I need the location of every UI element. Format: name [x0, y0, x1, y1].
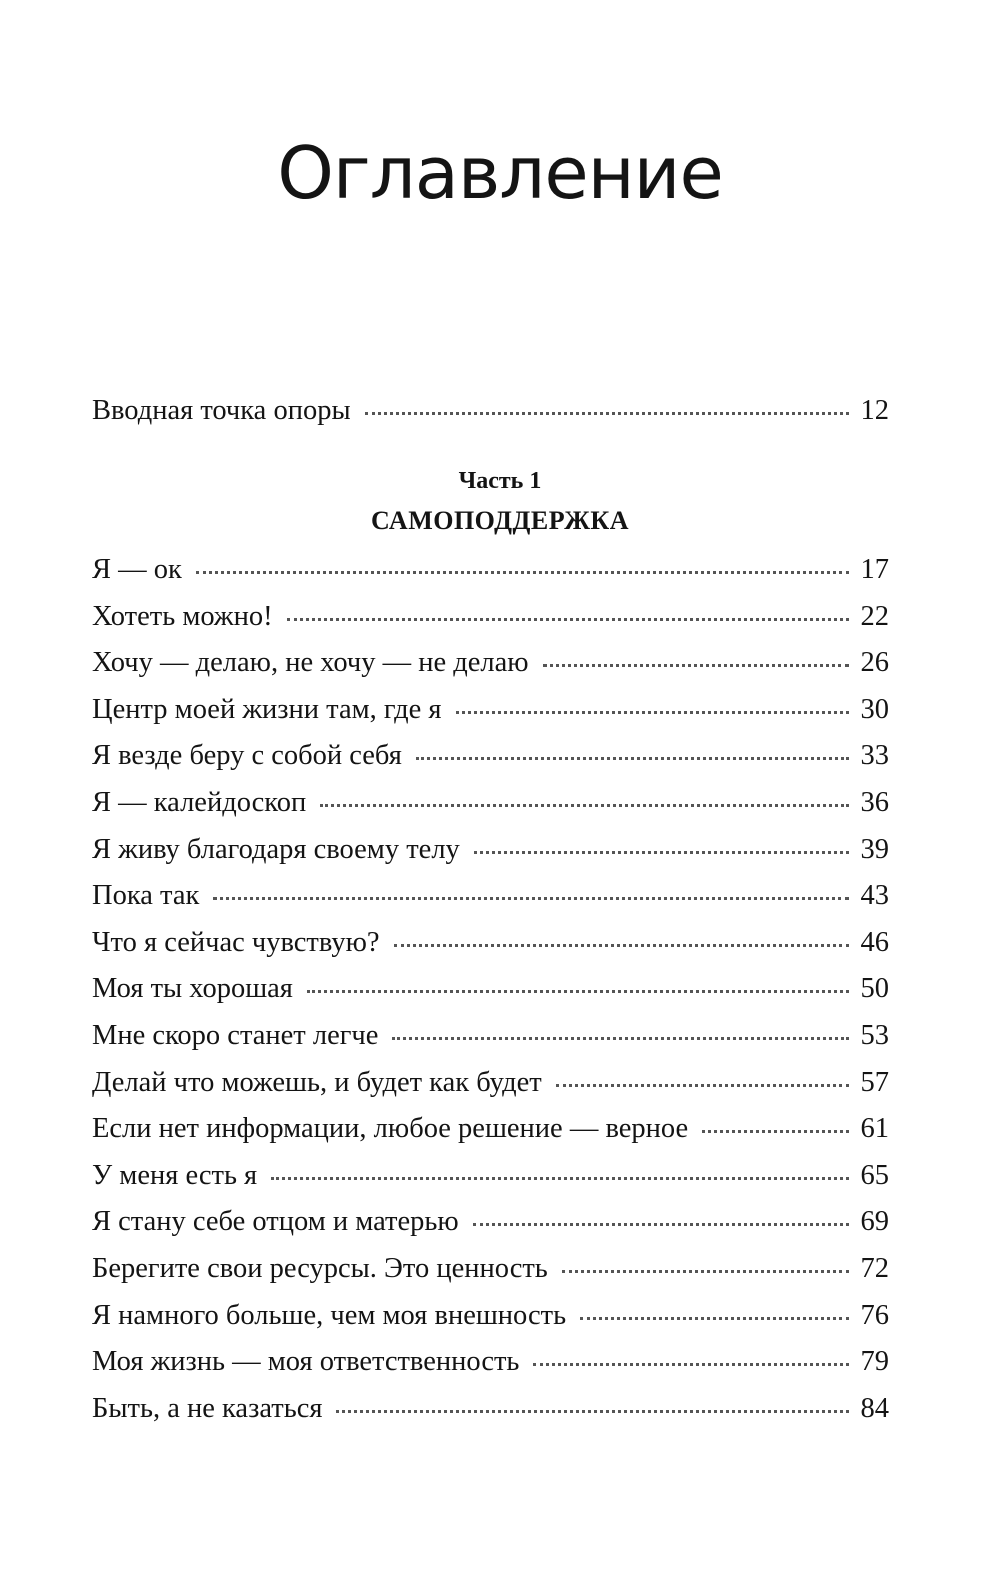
dot-leader — [196, 570, 849, 574]
page-title: Оглавление — [277, 131, 723, 215]
toc-entry[interactable] — [92, 547, 889, 594]
toc-entry[interactable] — [92, 827, 889, 874]
dot-leader — [473, 1222, 849, 1226]
toc-intro — [92, 388, 889, 435]
toc-entry-page: 57 — [860, 1066, 889, 1098]
toc-entry[interactable] — [92, 1339, 889, 1386]
dot-leader — [556, 1083, 849, 1087]
toc-entry[interactable] — [92, 780, 889, 827]
toc-entry-title: Я стану себе отцом и матерью — [92, 1206, 459, 1238]
toc-entry[interactable] — [92, 966, 889, 1013]
toc-entry-title: Хотеть можно! — [92, 600, 273, 632]
toc-entry-page: 33 — [860, 740, 889, 772]
toc-entry-title: Берегите свои ресурсы. Это ценность — [92, 1252, 548, 1284]
toc-entry[interactable] — [92, 733, 889, 780]
toc-entry-page: 46 — [860, 926, 889, 958]
dot-leader — [271, 1176, 848, 1180]
toc-entry-title: Я — ок — [92, 554, 182, 585]
toc-entry[interactable] — [92, 873, 889, 920]
part-name: САМОПОДДЕРЖКА — [370, 506, 630, 535]
toc-entry[interactable] — [92, 1153, 889, 1200]
toc-entry-page: 53 — [860, 1019, 889, 1051]
toc-entry[interactable] — [92, 640, 889, 687]
toc-entry-title: Мне скоро станет легче — [92, 1019, 379, 1051]
dot-leader — [580, 1316, 848, 1320]
toc-entry-page: 76 — [860, 1299, 889, 1331]
dot-leader — [533, 1362, 848, 1366]
toc-entry-title: Делай что можешь, и будет как будет — [92, 1066, 542, 1098]
toc-entry[interactable] — [92, 388, 889, 435]
dot-leader — [562, 1269, 849, 1273]
toc-entry-title: Я живу благодаря своему телу — [92, 833, 460, 865]
toc-entry[interactable] — [92, 1386, 889, 1433]
dot-leader — [474, 850, 849, 854]
toc-entry-page: 65 — [860, 1159, 889, 1191]
toc-entry-page: 30 — [860, 693, 889, 725]
toc-entry-title: Если нет информации, любое решение — верное — [92, 1113, 689, 1145]
toc-entry-page: 17 — [860, 554, 889, 585]
toc-entry-title: Моя жизнь — моя ответственность — [92, 1346, 520, 1378]
toc-entry-page: 22 — [860, 600, 889, 632]
toc-entry-title: У меня есть я — [92, 1159, 258, 1191]
toc-entry-page: 36 — [860, 786, 889, 818]
toc-entry[interactable] — [92, 1060, 889, 1107]
part-heading — [0, 462, 1000, 542]
toc-entry-page: 43 — [860, 880, 889, 912]
dot-leader — [456, 710, 849, 714]
toc-entry-page: 39 — [860, 833, 889, 865]
toc-entry-title: Я — калейдоскоп — [92, 786, 307, 818]
part-label: Часть 1 — [458, 468, 542, 494]
toc-entry-page: 84 — [860, 1392, 889, 1424]
toc-entry-page: 61 — [860, 1113, 889, 1145]
toc-entry[interactable] — [92, 594, 889, 641]
toc-entry-title: Центр моей жизни там, где я — [92, 693, 442, 725]
toc-entry-page: 26 — [860, 647, 889, 679]
dot-leader — [365, 411, 849, 415]
toc-entry-page: 50 — [860, 973, 889, 1005]
toc-entry[interactable] — [92, 687, 889, 734]
dot-leader — [213, 896, 848, 900]
toc-entries — [92, 547, 889, 1432]
toc-entry-title: Я намного больше, чем моя внешность — [92, 1299, 567, 1331]
dot-leader — [392, 1036, 848, 1040]
toc-entry-page: 72 — [860, 1252, 889, 1284]
toc-entry[interactable] — [92, 920, 889, 967]
dot-leader — [416, 756, 849, 760]
toc-entry-title: Быть, а не казаться — [92, 1392, 323, 1424]
dot-leader — [307, 989, 849, 993]
dot-leader — [702, 1129, 848, 1133]
toc-entry-page: 69 — [860, 1206, 889, 1238]
dot-leader — [336, 1409, 848, 1413]
toc-entry[interactable] — [92, 1199, 889, 1246]
dot-leader — [320, 803, 848, 807]
dot-leader — [287, 617, 849, 621]
toc-entry-title: Моя ты хорошая — [92, 973, 293, 1005]
toc-entry[interactable] — [92, 1246, 889, 1293]
toc-entry[interactable] — [92, 1013, 889, 1060]
toc-entry-title: Что я сейчас чувствую? — [92, 926, 380, 958]
toc-entry-title: Хочу — делаю, не хочу — не делаю — [92, 647, 529, 679]
toc-entry-title: Пока так — [92, 880, 200, 912]
toc-entry[interactable] — [92, 1293, 889, 1340]
toc-entry-title: Вводная точка опоры — [92, 395, 351, 426]
toc-entry-title: Я везде беру с собой себя — [92, 740, 402, 772]
dot-leader — [394, 943, 849, 947]
dot-leader — [543, 663, 849, 667]
toc-entry[interactable] — [92, 1106, 889, 1153]
toc-entry-page: 12 — [860, 395, 889, 426]
toc-entry-page: 79 — [860, 1346, 889, 1378]
